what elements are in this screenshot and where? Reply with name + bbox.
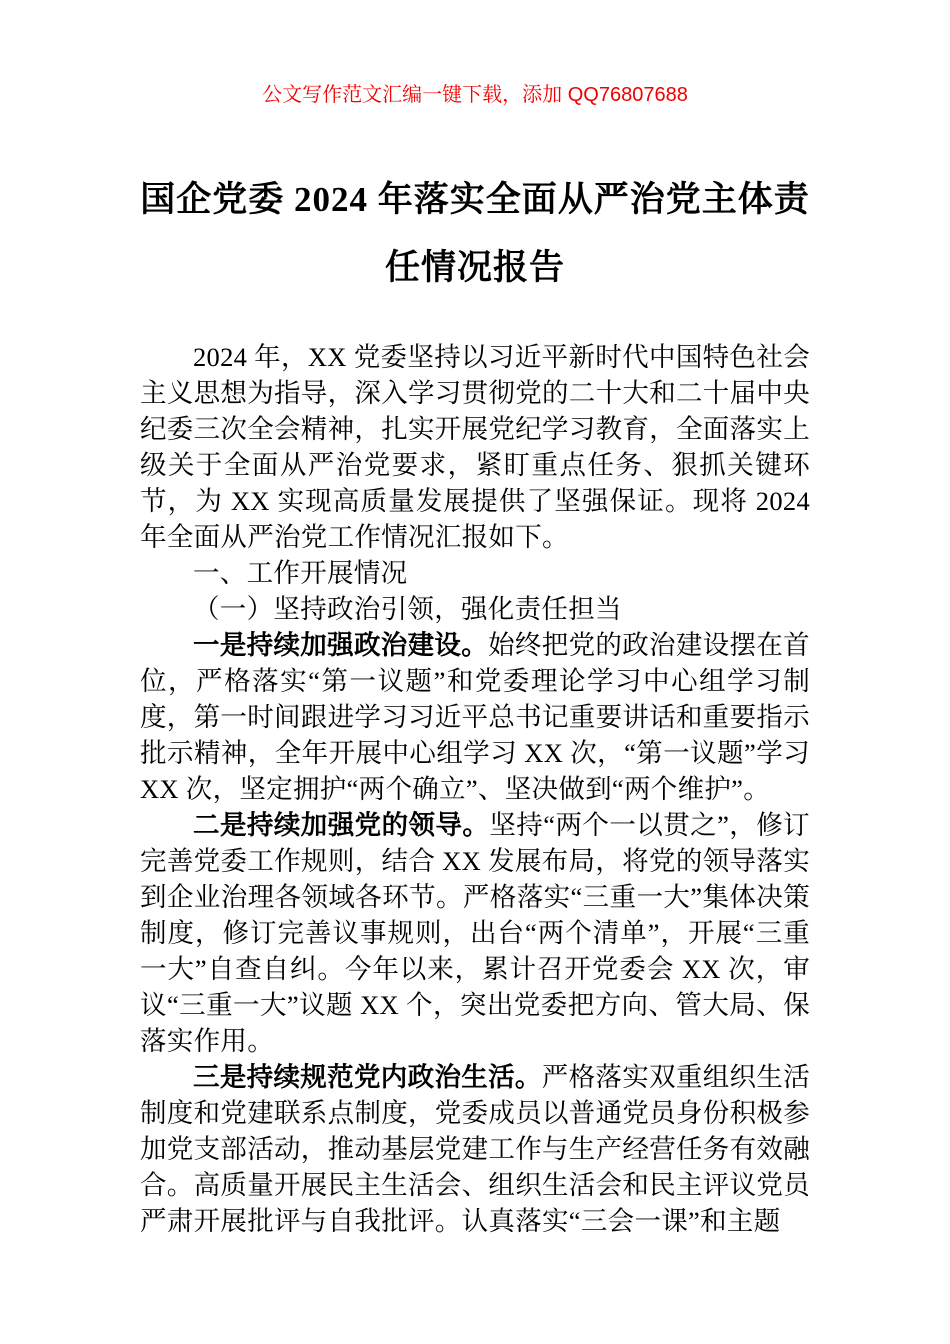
- promo-banner: [0, 84, 950, 106]
- document-title: [140, 166, 810, 302]
- point-2-text: 坚持“两个一以贯之”，修订完善党委工作规则，结合 XX 发展布局，将党的领导落实到企业治理各领域各环节。严格落实“三重一大”集体决策制度，修订完善议事规则，出台“两个清单”，开展“三重一大”自查自纠。今年以来，累计召开党委会 XX 次，审议“三重一大”议题 XX 个，突出党委把方向、管大局、保落实作用。: [140, 810, 810, 1056]
- point-paragraph-1: [140, 627, 810, 807]
- point-paragraph-3: [140, 1059, 810, 1239]
- document-body: [140, 339, 810, 1239]
- point-2-lead: 二是持续加强党的领导。: [193, 810, 490, 840]
- section-heading: 一、工作开展情况: [193, 558, 408, 588]
- subsection-heading: （一）坚持政治引领，强化责任担当: [193, 594, 622, 624]
- point-1-text: 始终把党的政治建设摆在首位，严格落实“第一议题”和党委理论学习中心组学习制度，第一时间跟进学习习近平总书记重要讲话和重要指示批示精神，全年开展中心组学习 XX 次，“第一议题”学习 XX 次，坚定拥护“两个确立”、坚决做到“两个维护”。: [140, 630, 810, 804]
- point-3-text: 严格落实双重组织生活制度和党建联系点制度，党委成员以普通党员身份积极参加党支部活动，推动基层党建工作与生产经营任务有效融合。高质量开展民主生活会、组织生活会和民主评议党员严肃开展批评与自我批评。认真落实“三会一课”和主题: [140, 1062, 811, 1236]
- title-line-1: 国企党委 2024 年落实全面从严治党主体责: [140, 180, 810, 219]
- title-line-2: 任情况报告: [384, 248, 565, 287]
- point-1-lead: 一是持续加强政治建设。: [193, 630, 489, 660]
- point-paragraph-2: [140, 807, 810, 1059]
- intro-paragraph: 2024 年，XX 党委坚持以习近平新时代中国特色社会主义思想为指导，深入学习贯彻党的二十大和二十届中央纪委三次全会精神，扎实开展党纪学习教育，全面落实上级关于全面从严治党要求，紧盯重点任务、狠抓关键环节，为 XX 实现高质量发展提供了坚强保证。现将 2024 年全面从严治党工作情况汇报如下。: [140, 342, 810, 552]
- point-3-lead: 三是持续规范党内政治生活。: [193, 1062, 542, 1092]
- promo-text: 公文写作范文汇编一键下载，添加 QQ76807688: [262, 84, 688, 106]
